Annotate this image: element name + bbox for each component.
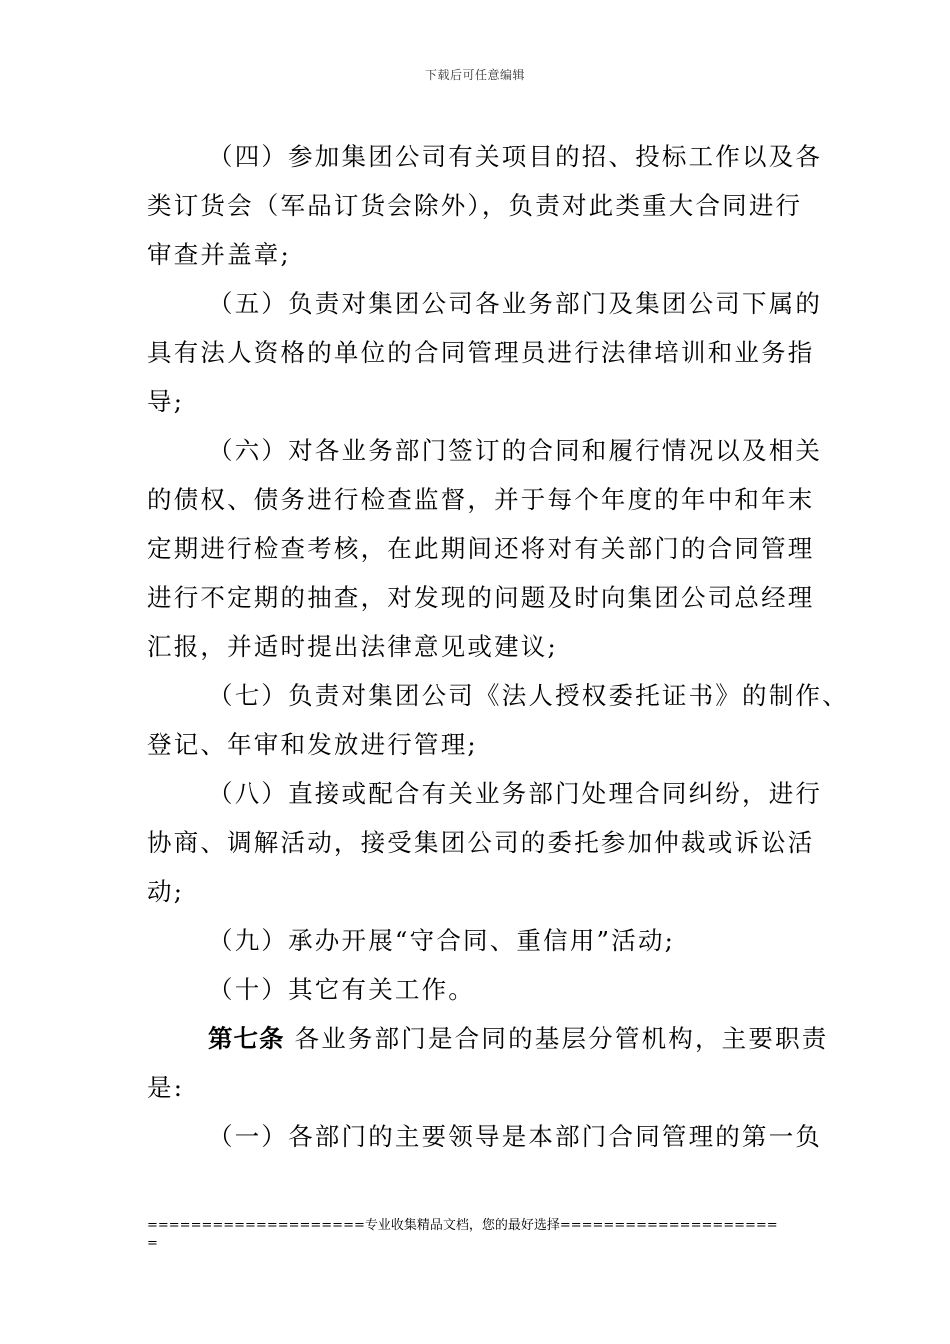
paragraph-4-line-1: （四）参加集团公司有关项目的招、投标工作以及各	[208, 142, 823, 171]
paragraph-5-line-1: （五）负责对集团公司各业务部门及集团公司下属的	[208, 289, 823, 318]
paragraph-8-line-2: 协商、调解活动，接受集团公司的委托参加仲裁或诉讼活	[147, 828, 815, 857]
paragraph-6-line-5: 汇报，并适时提出法律意见或建议;	[147, 632, 558, 661]
paragraph-6-line-2: 的债权、债务进行检查监督，并于每个年度的年中和年末	[147, 485, 815, 514]
paragraph-5-line-3: 导;	[147, 387, 185, 416]
paragraph-9-line-1: （九）承办开展“守合同、重信用”活动;	[208, 926, 676, 955]
paragraph-4-line-2: 类订货会（军品订货会除外），负责对此类重大合同进行	[147, 191, 803, 220]
footer-line-1: ====================专业收集精品文档，您的最好选择====================	[147, 1218, 778, 1233]
article-7-text: 各业务部门是合同的基层分管机构，主要职责	[284, 1024, 829, 1053]
paragraph-8-line-3: 动;	[147, 877, 185, 906]
paragraph-6-line-3: 定期进行检查考核，在此期间还将对有关部门的合同管理	[147, 534, 815, 563]
paragraph-7-line-1: （七）负责对集团公司《法人授权委托证书》的制作、	[208, 681, 849, 710]
paragraph-6-line-1: （六）对各业务部门签订的合同和履行情况以及相关	[208, 436, 823, 465]
paragraph-6-line-4: 进行不定期的抽查，对发现的问题及时向集团公司总经理	[147, 583, 815, 612]
page-footer	[147, 1217, 811, 1253]
article-7-line-2: 是:	[147, 1073, 185, 1102]
page-header: 下载后可任意编辑	[424, 68, 525, 82]
article-7-label: 第七条	[208, 1024, 285, 1053]
paragraph-10-line-1: （十）其它有关工作。	[208, 975, 475, 1004]
footer-line-2: =	[147, 1236, 158, 1251]
paragraph-4-line-3: 审查并盖章;	[147, 240, 291, 269]
article-7-line-1	[147, 1014, 829, 1063]
paragraph-7-line-2: 登记、年审和发放进行管理;	[147, 730, 478, 759]
paragraph-5-line-2: 具有法人资格的单位的合同管理员进行法律培训和业务指	[147, 338, 815, 367]
paragraph-1-line-1: （一）各部门的主要领导是本部门合同管理的第一负	[208, 1122, 823, 1151]
document-body	[147, 132, 849, 1161]
paragraph-8-line-1: （八）直接或配合有关业务部门处理合同纠纷，进行	[208, 779, 823, 808]
